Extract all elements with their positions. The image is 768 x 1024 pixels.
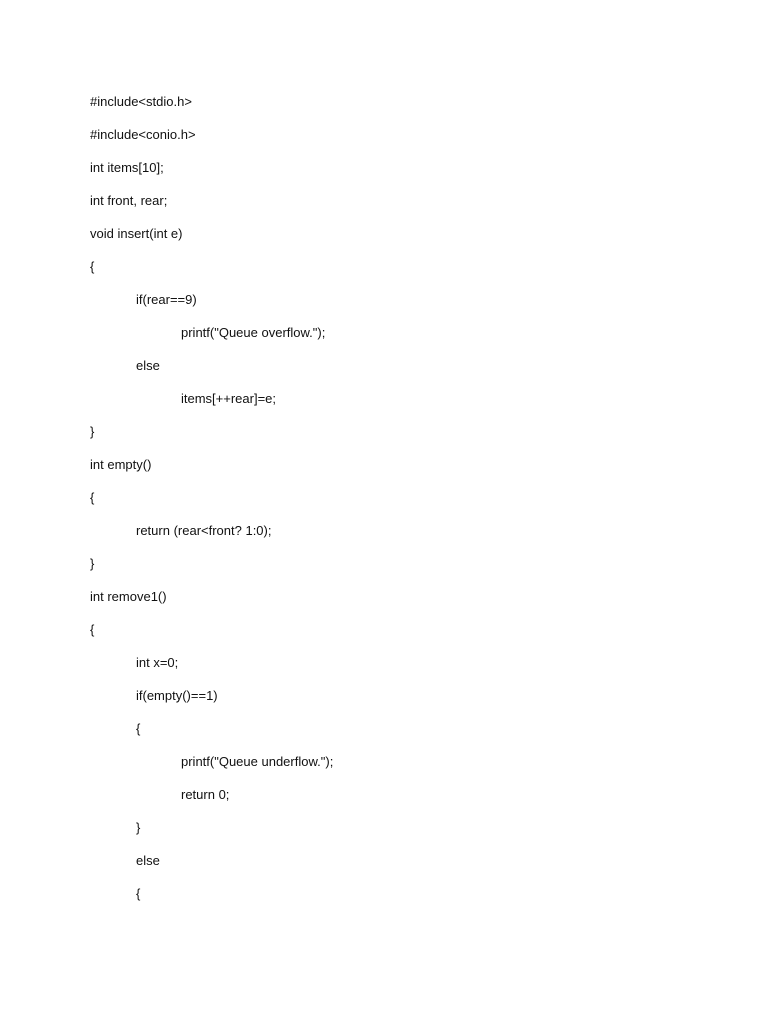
code-line: return 0; [181, 787, 230, 802]
code-line: { [90, 490, 95, 505]
code-line: #include<stdio.h> [90, 94, 192, 109]
code-line: int remove1() [90, 589, 167, 604]
code-line: int items[10]; [90, 160, 164, 175]
code-line: void insert(int e) [90, 226, 183, 241]
code-line: int empty() [90, 457, 152, 472]
code-line: if(empty()==1) [136, 688, 218, 703]
code-line: printf("Queue underflow."); [181, 754, 334, 769]
code-line: { [136, 886, 141, 901]
code-line: else [136, 853, 160, 868]
code-line: } [136, 820, 141, 835]
code-line: #include<conio.h> [90, 127, 196, 142]
code-line: int front, rear; [90, 193, 168, 208]
code-line: return (rear<front? 1:0); [136, 523, 272, 538]
code-line: } [90, 424, 95, 439]
code-line: } [90, 556, 95, 571]
code-line: printf("Queue overflow."); [181, 325, 326, 340]
code-line: { [136, 721, 141, 736]
code-listing [90, 92, 333, 917]
code-line: { [90, 259, 95, 274]
code-line: { [90, 622, 95, 637]
code-line: if(rear==9) [136, 292, 197, 307]
code-line: items[++rear]=e; [181, 391, 277, 406]
code-line: else [136, 358, 160, 373]
code-line: int x=0; [136, 655, 179, 670]
